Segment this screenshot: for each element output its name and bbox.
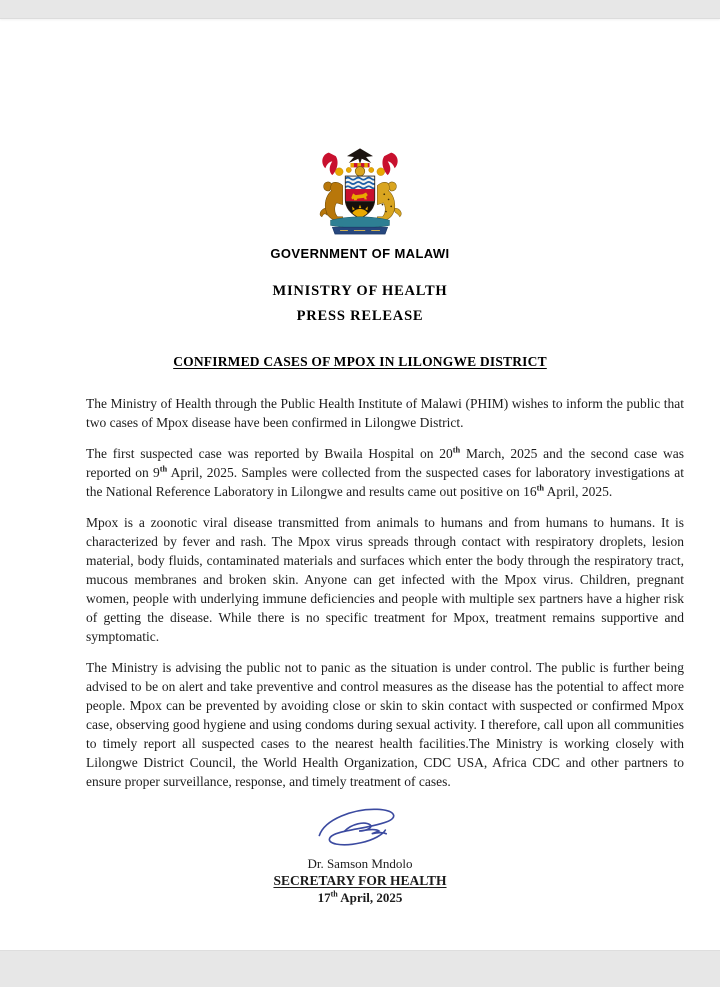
viewer-top-margin <box>0 0 720 19</box>
paragraph: The first suspected case was reported by Bwaila Hospital on 20th March, 2025 and the second case was reported on 9th April, 2025. Samples were collected from the suspected cases for laboratory investigations at the National Reference Laboratory in Lilongwe and results came out positive on 16th April, 2025. <box>86 445 685 499</box>
paragraph: The Ministry of Health through the Public Health Institute of Malawi (PHIM) wishes to inform the public that two cases of Mpox disease have been confirmed in Lilongwe District. <box>86 396 684 430</box>
paragraph: The Ministry is advising the public not to panic as the situation is under control. The public is further being advised to be on alert and take preventive and control measures as the disease has the potential to affect more people. Mpox can be prevented by avoiding close or skin to skin contact with suspected or confirmed Mpox case, observing good hygiene and using condoms during sexual activity. I therefore, call upon all communities to timely report all suspected cases to the nearest health facilities.The Ministry is working closely with Lilongwe District Council, the World Health Organization, CDC USA, Africa CDC and other partners to ensure proper surveillance, response, and timely treatment of cases. <box>86 660 684 789</box>
press-release-body <box>86 394 684 791</box>
paragraph: Mpox is a zoonotic viral disease transmitted from animals to humans and from humans to humans. It is characterized by fever and rash. The Mpox virus spreads through contact with respiratory droplets, lesion material, body fluids, contaminated materials and surfaces which enter the body through the respiratory tract, mucous membranes and broken skin. Anyone can get infected with the Mpox virus. Children, pregnant women, people with underlying immune deficiencies and people with multiple sex partners have a higher risk of getting the disease. While there is no specific treatment for Mpox, treatment remains supportive and symptomatic. <box>86 515 684 644</box>
headline: CONFIRMED CASES OF MPOX IN LILONGWE DISTRICT <box>173 354 547 369</box>
malawi-coat-of-arms-icon <box>308 144 412 241</box>
document-page <box>0 18 720 950</box>
signature-image <box>0 803 720 855</box>
government-label: GOVERNMENT OF MALAWI <box>270 246 450 261</box>
signature-date: 17th April, 2025 <box>317 889 403 905</box>
coat-of-arms-image <box>308 144 412 241</box>
signatory-title: SECRETARY FOR HEALTH <box>273 873 447 888</box>
signature-scribble-icon <box>310 803 410 850</box>
press-release-label: PRESS RELEASE <box>296 308 424 324</box>
signatory-name: Dr. Samson Mndolo <box>307 856 413 871</box>
viewer-bottom-margin <box>0 950 720 987</box>
ministry-title: MINISTRY OF HEALTH <box>272 283 448 299</box>
